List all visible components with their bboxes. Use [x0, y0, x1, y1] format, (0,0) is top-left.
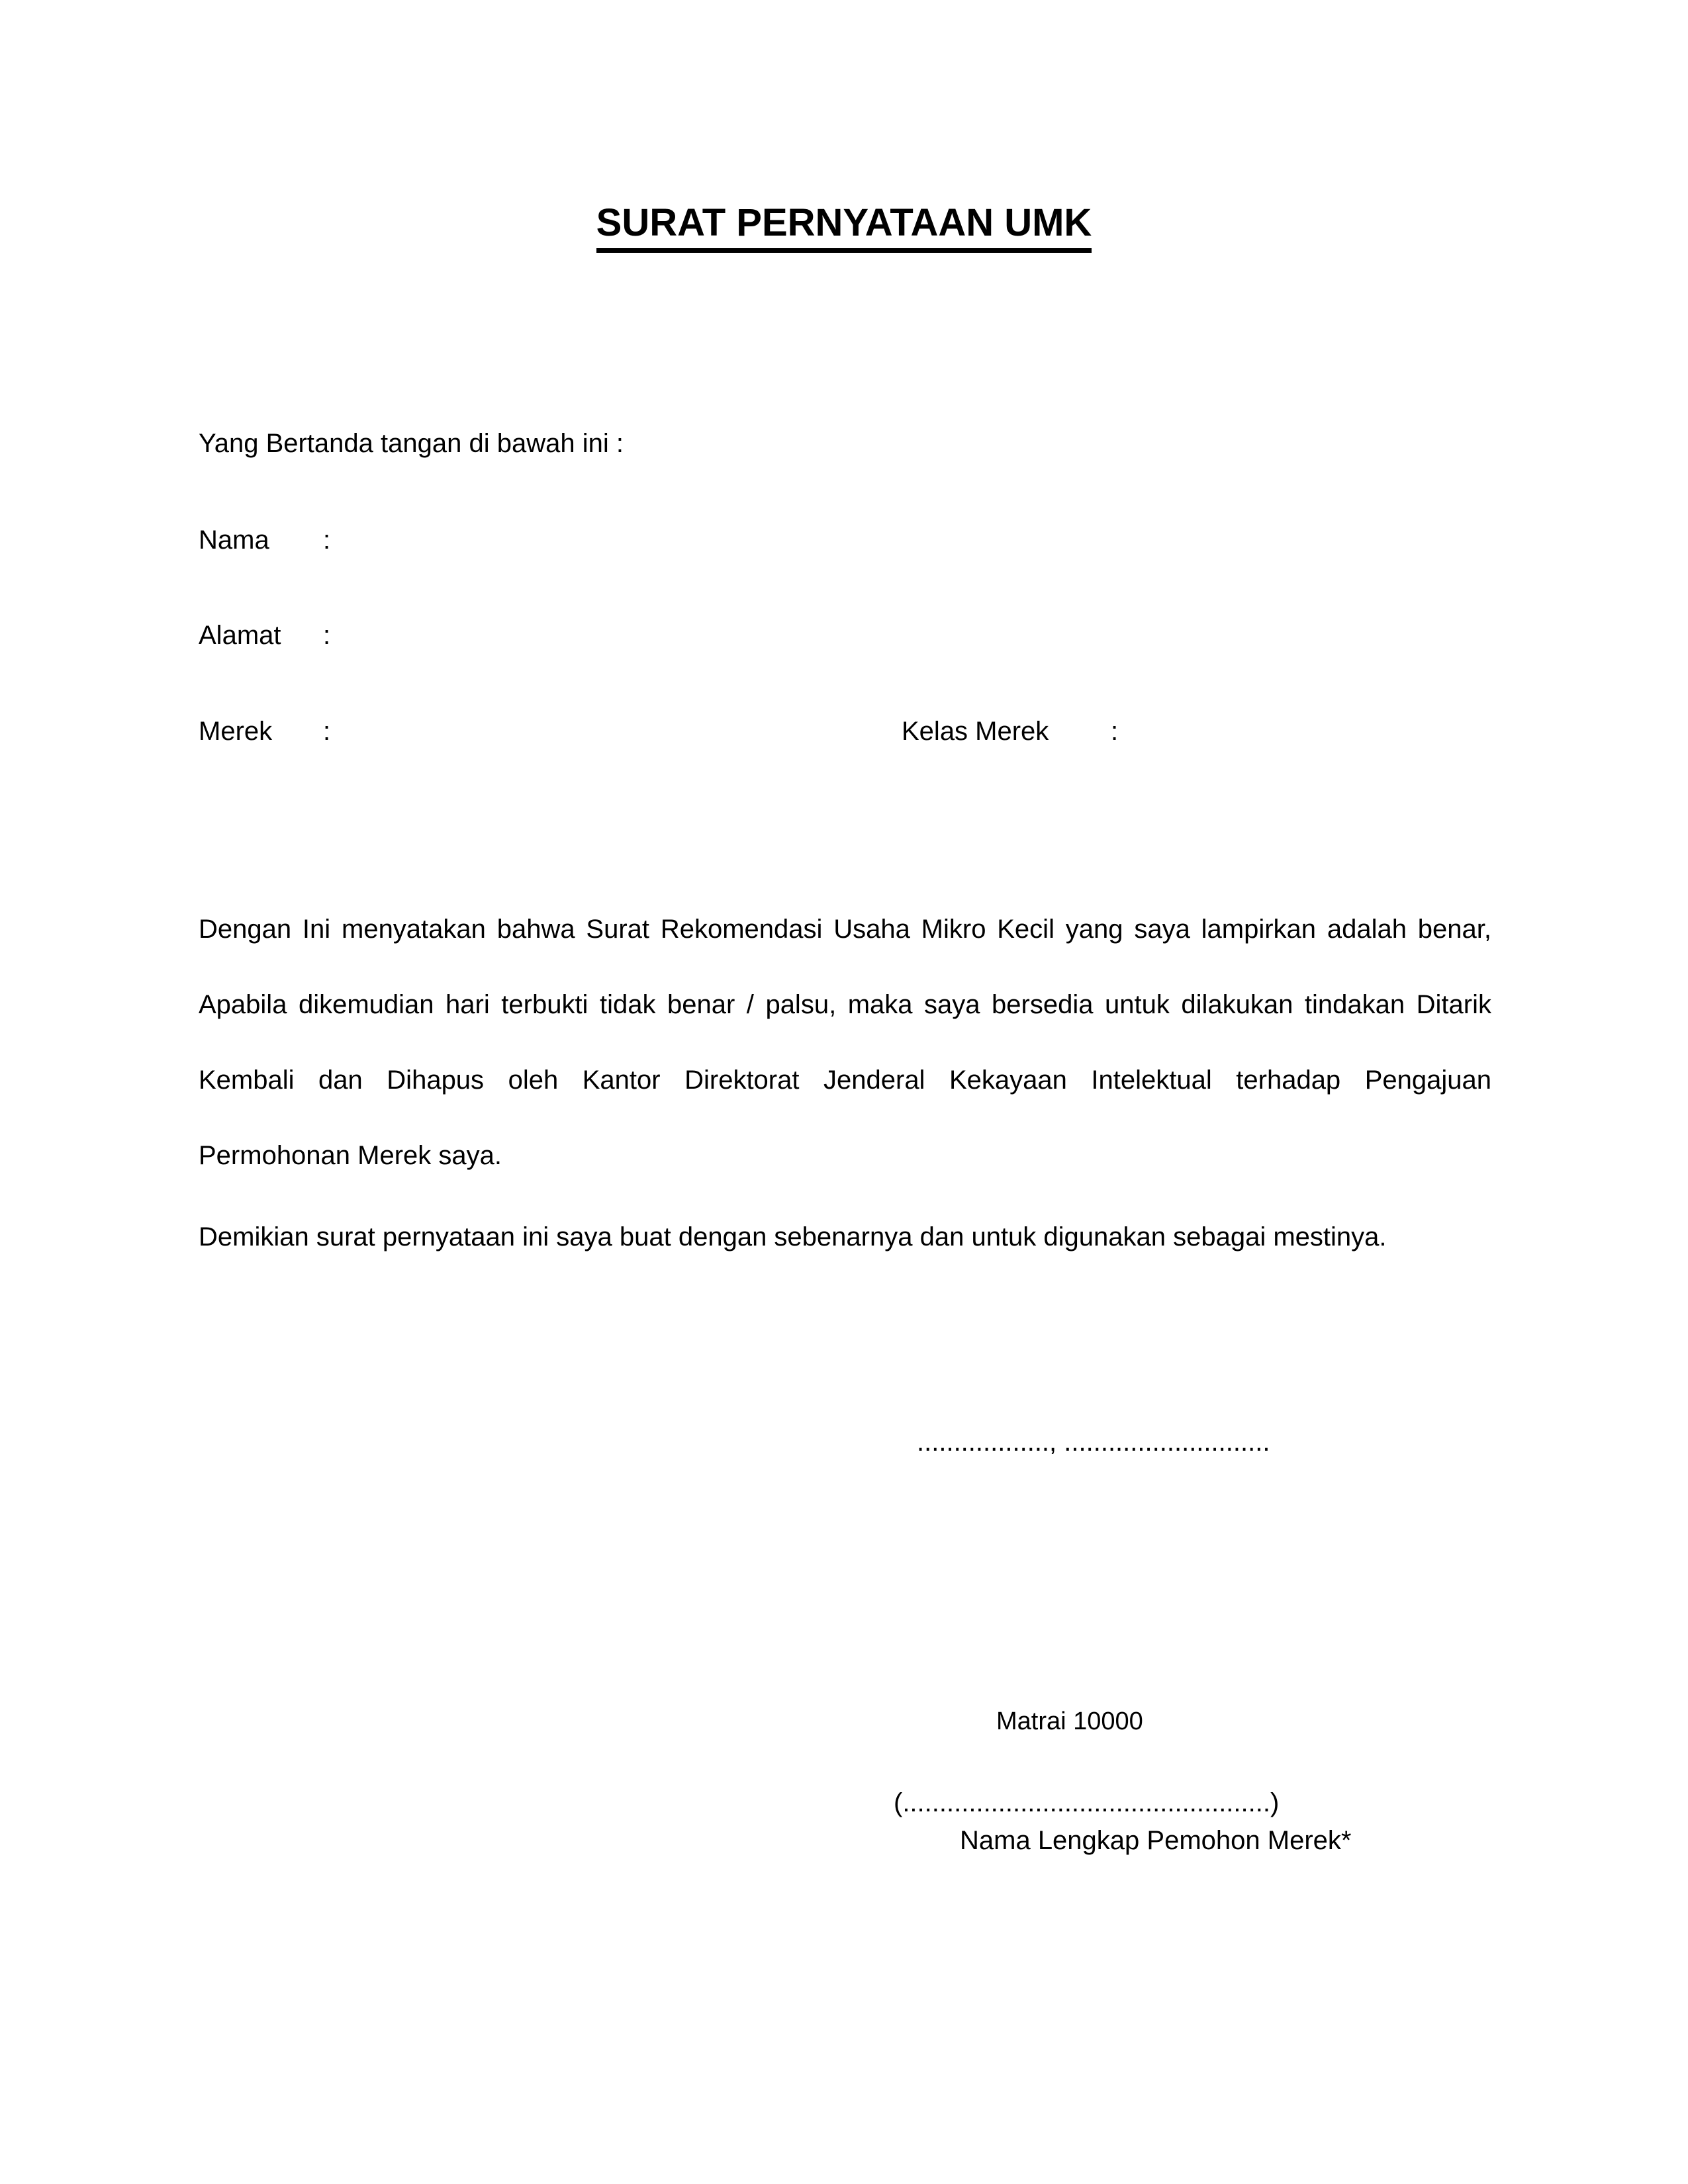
signature-name-line: (..................................................)	[894, 1788, 1280, 1817]
stamp-label: Matrai 10000	[996, 1707, 1143, 1735]
field-row-merek	[199, 715, 330, 747]
closing-line: Demikian surat pernyataan ini saya buat dengan sebenarnya dan untuk digunakan sebagai mestinya.	[199, 1222, 1387, 1251]
statement-line-1: Dengan Ini menyatakan bahwa Surat Rekomendasi Usaha Mikro Kecil yang saya lampirkan adalah benar,	[199, 915, 1491, 944]
statement-line-4: Permohonan Merek saya.	[199, 1141, 502, 1170]
field-row-nama	[199, 524, 330, 556]
signature-name-caption: Nama Lengkap Pemohon Merek*	[960, 1826, 1352, 1855]
statement-line-3: Kembali dan Dihapus oleh Kantor Direktorat Jenderal Kekayaan Intelektual terhadap Pengajuan	[199, 1066, 1491, 1095]
kelas-merek-label: Kelas Merek	[902, 717, 1049, 746]
merek-label: Merek	[199, 717, 273, 746]
title-row	[0, 202, 1688, 253]
opening-line: Yang Bertanda tangan di bawah ini :	[199, 429, 624, 458]
kelas-merek-colon: :	[1111, 717, 1119, 746]
date-place-line: .................., ............................	[917, 1428, 1270, 1457]
statement-line-2: Apabila dikemudian hari terbukti tidak benar / palsu, maka saya bersedia untuk dilakukan tindakan Ditarik	[199, 990, 1491, 1019]
alamat-colon: :	[323, 621, 331, 650]
document-title: SURAT PERNYATAAN UMK	[596, 202, 1092, 253]
alamat-label: Alamat	[199, 621, 281, 650]
merek-colon: :	[323, 717, 331, 746]
field-row-alamat	[199, 619, 330, 651]
nama-label: Nama	[199, 525, 269, 555]
nama-colon: :	[323, 525, 331, 555]
field-row-kelas-merek	[902, 715, 1118, 747]
